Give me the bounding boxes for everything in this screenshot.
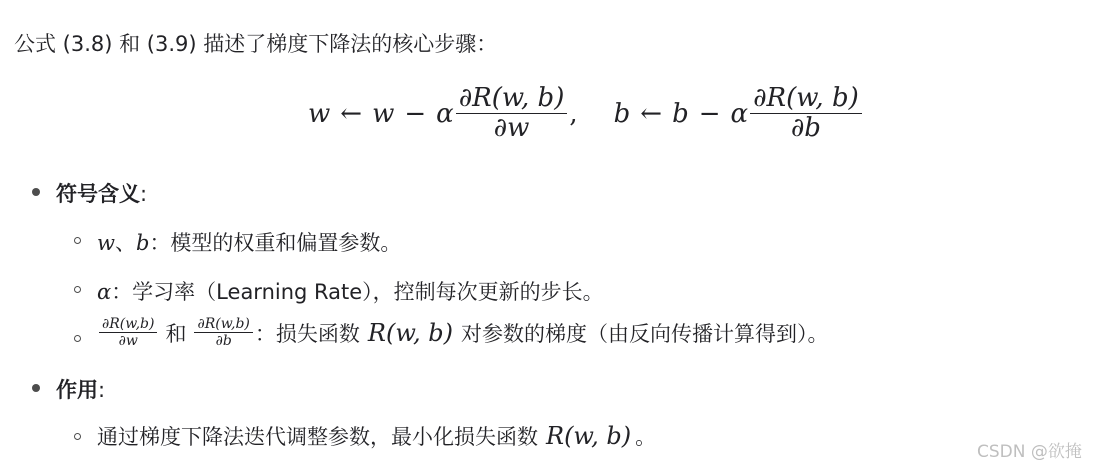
list-item-purpose xyxy=(97,421,656,451)
item-text: ：损失函数 xyxy=(254,322,360,347)
inline-frac-w xyxy=(99,317,157,349)
section-title-symbols xyxy=(56,178,147,208)
list-item-learning-rate xyxy=(97,276,604,306)
intro-text: 公式 (3.8) 和 (3.9) 描述了梯度下降法的核心步骤： xyxy=(14,32,498,56)
math-loss: R(w, b) xyxy=(367,319,454,348)
eq-comma: , xyxy=(569,98,578,129)
eq-w-fraction xyxy=(456,84,568,143)
item-text: ：模型的权重和偏置参数。 xyxy=(149,231,402,255)
item-text-2: 对参数的梯度（由反向传播计算得到）。 xyxy=(461,322,829,347)
item-text: ：学习率（Learning Rate），控制每次更新的步长。 xyxy=(111,280,604,304)
list-item-gradient xyxy=(97,317,829,349)
bullet-circle xyxy=(74,237,81,244)
section-title-colon: : xyxy=(98,378,106,402)
gradient-descent-equation xyxy=(308,84,864,143)
eq-b-denominator: ∂b xyxy=(790,112,821,143)
and-text: 和 xyxy=(165,322,187,347)
bullet-circle xyxy=(74,335,81,342)
eq-b-alpha: α xyxy=(730,98,749,129)
section-title-purpose xyxy=(56,374,105,404)
eq-b-numerator: ∂R(w, b) xyxy=(750,84,862,114)
item-text: 通过梯度下降法迭代调整参数，最小化损失函数 xyxy=(97,425,538,449)
eq-b-lhs: b xyxy=(613,98,631,129)
math-b: b xyxy=(135,231,150,255)
list-item-weights xyxy=(97,227,401,257)
eq-b-fraction xyxy=(750,84,862,143)
eq-w-rhs-var: w xyxy=(372,98,395,129)
item-text-2: 。 xyxy=(635,425,657,449)
math-loss: R(w, b) xyxy=(546,422,632,450)
eq-w-denominator: ∂w xyxy=(493,112,530,143)
watermark: CSDN @欲掩 xyxy=(977,442,1082,462)
eq-w-arrow: ← xyxy=(340,98,363,129)
enum-comma: 、 xyxy=(114,231,136,255)
bullet-disc xyxy=(32,188,40,196)
eq-w-alpha: α xyxy=(436,98,454,129)
section-title-colon: : xyxy=(140,182,148,206)
bullet-disc xyxy=(32,384,40,392)
math-alpha: α xyxy=(97,280,112,304)
frac-w-numerator: ∂R(w,b) xyxy=(99,317,157,333)
frac-b-denominator: ∂b xyxy=(215,333,232,350)
frac-b-numerator: ∂R(w,b) xyxy=(194,317,252,333)
math-w: w xyxy=(97,231,115,255)
eq-b-minus: − xyxy=(698,98,721,129)
eq-b-arrow: ← xyxy=(640,98,663,129)
section-title-label: 符号含义 xyxy=(56,182,140,206)
section-title-label: 作用 xyxy=(56,378,98,402)
bullet-circle xyxy=(74,433,81,440)
frac-w-denominator: ∂w xyxy=(118,333,138,350)
inline-frac-b xyxy=(194,317,252,349)
eq-w-minus: − xyxy=(404,98,427,129)
eq-b-rhs-var: b xyxy=(672,98,689,129)
bullet-circle xyxy=(74,286,81,293)
eq-w-numerator: ∂R(w, b) xyxy=(456,84,568,114)
eq-w-lhs: w xyxy=(308,98,331,129)
